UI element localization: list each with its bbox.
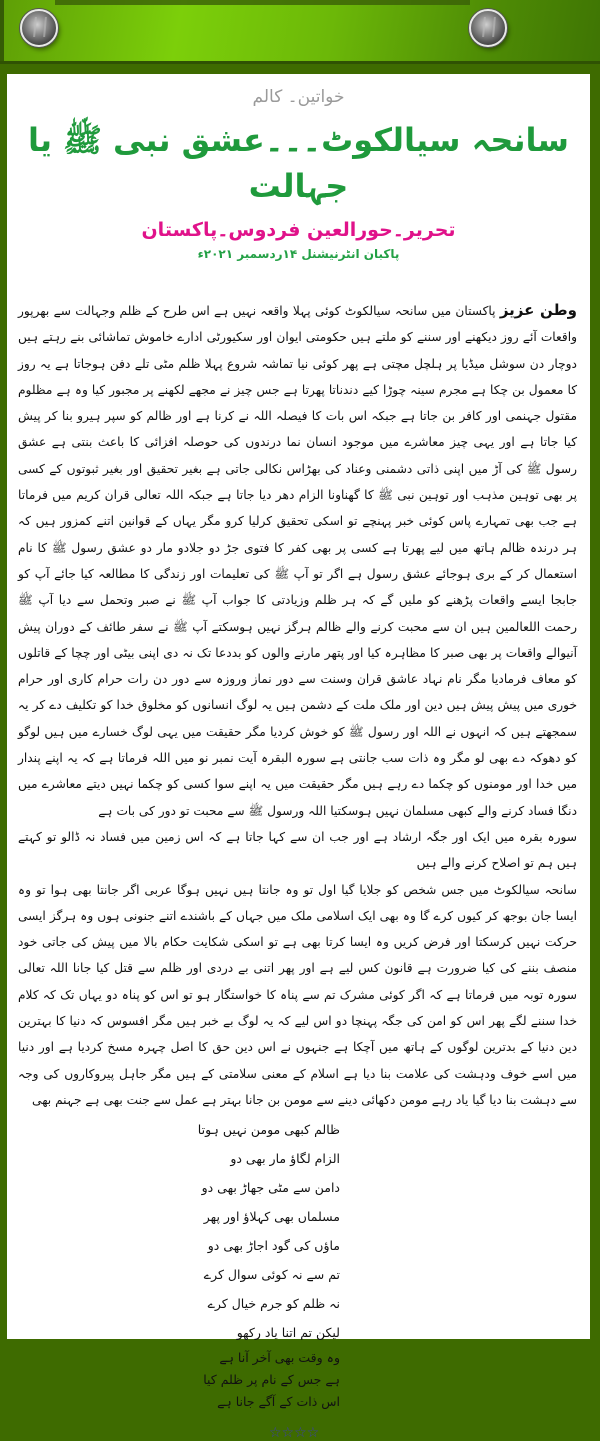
- poem-line: دامن سے مٹی جھاڑ بھی دو: [201, 1180, 340, 1196]
- paragraph: [18, 297, 577, 824]
- paragraph-text: سانحہ سیالکوٹ میں جس شخص کو جلایا گیا اول تو وہ جانتا ہیں نہیں ہوگا عربی اگر جانتا بھی ہوا تو وہ ایسا جان بوجھ کر کیوں کرے گا وہ بھی ایک اسلامی ملک میں جہاں کے باشندے اتنے جنونی ہوں وہ ہرگز ایسی حرکت نہیں کرسکتا اور فرض کریں وہ ایسا کرتا بھی ہے تو اسکی شکایت حکام بالا میں پیش کی جاتی خود منصف بننے کی کیا ضرورت ہے قانون کس لیے ہے اور پھر اتنی بے دردی اور ظلم سے قتل کیا جانا اللہ تعالی سورہ توبہ میں فرماتا ہے کہ اگر کوئی مشرک تم سے پناہ کا خواستگار ہو تو اس کو پناہ دو یہاں تک کہ کلام خدا سننے لگے پھر اس کو امن کی جگہ پہنچا دو اس لیے کہ یہ لوگ بے خبر ہیں مگر افسوس کہ دنیا کا بہترین دین دنیا کے بدترین لوگوں کے ہاتھ میں آچکا ہے جنہوں نے اس دین حق کا اصل چہرہ مسخ کردیا ہے اور دنیا میں اسے خوف ودہشت کی علامت بنا دیا ہے اسلام کے معنی سلامتی کے ہیں مگر جاہل پیروکاروں کی وجہ سے دہشت بنا دیا گیا یاد رہے مومن دکھائی دینے سے مومن بن جانا بہتر ہے عمل سے جنت بھی ہے جہنم بھی: [18, 882, 577, 1107]
- poem-line: ہے جس کے نام پر ظلم کیا: [203, 1372, 340, 1388]
- poem: [7, 1115, 590, 1413]
- rivet-icon: [469, 9, 507, 47]
- paragraph-text: پاکستان میں سانحہ سیالکوٹ کوئی پہلا واقعہ نہیں ہے اس طرح کے ظلم وجہالت سے بھرپور واقعات آئے روز دیکھنے اور سننے کو ملتے ہیں حکومتی ایوان اور سکیورٹی ادارے خاموش تماشائی بنے رہتے ہیں دوچار دن سوشل میڈیا پر ہلچل مچتی ہے پھر کوئی نیا تماشہ شروع پہلا ظلم مٹی تلے دفن ہوجاتا ہے یہ روز کا معمول بن چکا ہے مجرم سینہ چوڑا کیے دندناتا پھرتا ہے جس چیز نے مجھے لکھنے پر مجبور کیا وہ ہے مظلوم مقتول جہنمی اور کافر بن جاتا ہے جبکہ اس بات کا فیصلہ اللہ نے کرنا ہے اور ظالم کو سپر ہیرو بنا کر پیش کیا جاتا ہے اور یہی چیز معاشرے میں موجود انسان نما درندوں کی حوصلہ افزائی کا باعث بنتی ہے عشق رسول ﷺ کی آڑ میں اپنی ذاتی دشمنی وعناد کی بھڑاس نکالی جاتی ہے بغیر تحقیق اور بغیر ثبوتوں کے کسی پر بھی توہین مذہب اور توہین نبی ﷺ کا گھناونا الزام دھر دیا جاتا ہے جبکہ اللہ تعالی قران کریم میں فرماتا ہے جب بھی تمہارے پاس کوئی خبر پہنچے تو اسکی تحقیق کرلیا کرو مگر یہاں کے قوانین اتنے کمزور ہیں کہ ہر درندہ ظالم ہاتھ میں لیے پھرتا ہے کسی پر بھی کفر کا فتوی جڑ دو جلادو مار دو عشق رسول ﷺ کا نام استعمال کر کے بری ہوجائے عشق رسول ہے اگر تو آپ ﷺ کی تعلیمات اور زندگی کا مطالعہ کیا جائے آپ کو جابجا ایسے واقعات پڑھنے کو ملیں گے کہ ہر ظلم وزیادتی کا جواب آپ ﷺ نے صبر وتحمل سے دیا آپ ﷺ رحمت اللعالمین ہیں ان سے محبت کرنے والے ظالم ہرگز نہیں ہوسکتے آپ ﷺ نے سفر طائف کے دوران پیش آنیوالے واقعات پر بھی صبر کا مظاہرہ کیا اور پتھر مارنے والوں کو بددعا تک نہ دی اپنی بیٹی اور چچا کے قاتلوں کو معاف فرمادیا مگر نام نہاد عاشق قران وسنت سے دور نماز وروزہ سے دور دن رات حرام کاری اور حرام خوری میں پیش پیش ہیں دین اور ملک ملت کے دشمن ہیں یہ لوگ انسانوں کو مخلوق خدا کو تکلیف دے کر یہ سمجھتے ہیں کہ انہوں نے اللہ اور رسول ﷺ کو خوش کردیا مگر حقیقت میں یہی لوگ خسارے میں ہیں لوگو کو دھوکہ دے بھی لو مگر وہ ذات سب جانتی ہے سورہ البقرہ آیت نمبر نو میں اللہ فرماتا ہے کہ یہ اپنے پندار میں خدا اور مومنوں کو چکما دے رہے ہیں مگر حقیقت میں یہ اپنے سوا کسی کو چکما نہیں دیتے معاشرے میں دنگا فساد کرنے والے کبھی مسلمان نہیں ہوسکتیا اللہ ورسول ﷺ سے محبت تو دور کی بات ہے: [18, 304, 577, 818]
- end-stars-icon: ☆☆☆☆: [269, 1425, 320, 1441]
- poem-line: ظالم کبھی مومن نہیں ہوتا: [197, 1122, 340, 1138]
- article-author: تحریر۔حورالعین فردوس۔پاکستان: [141, 219, 456, 241]
- poem-line: مسلماں بھی کہلاؤ اور پھر: [203, 1209, 340, 1225]
- poem-line: الزام لگاؤ مار بھی دو: [230, 1151, 340, 1167]
- frame-right-border: [590, 64, 600, 1362]
- poem-line: اس ذات کے آگے جانا ہے: [217, 1394, 340, 1410]
- poem-line: لیکن تم اتنا یاد رکھو: [236, 1325, 340, 1341]
- rivet-icon: [20, 9, 58, 47]
- paragraph: [18, 877, 577, 1114]
- paragraph-lead: وطن عزیز: [499, 301, 577, 319]
- poem-line: وہ وقت بھی آخر آنا ہے: [219, 1350, 340, 1366]
- article-body: [7, 297, 590, 1113]
- article-source-date: پاکبان انٹرنیشنل ۱۴ردسمبر ۲۰۲۱ء: [197, 247, 400, 261]
- paragraph-text: سورہ بقرہ میں ایک اور جگہ ارشاد ہے اور جب ان سے کہا جاتا ہے کہ اس زمین میں فساد نہ ڈالو تو کہتے ہیں ہم تو اصلاح کرنے والے ہیں: [18, 829, 577, 871]
- poem-line: ماؤں کی گود اجاڑ بھی دو: [207, 1238, 340, 1254]
- poem-line: تم سے نہ کوئی سوال کرے: [203, 1267, 340, 1283]
- article-panel: [7, 74, 590, 1441]
- header-banner: [0, 0, 600, 64]
- paragraph: [18, 824, 577, 877]
- poem-line: نہ ظلم کو جرم خیال کرے: [207, 1296, 340, 1312]
- article-category: خواتین۔ کالم: [252, 87, 345, 107]
- article-title: سانحہ سیالکوٹ۔۔۔عشق نبی ﷺ یا جہالت: [28, 121, 569, 205]
